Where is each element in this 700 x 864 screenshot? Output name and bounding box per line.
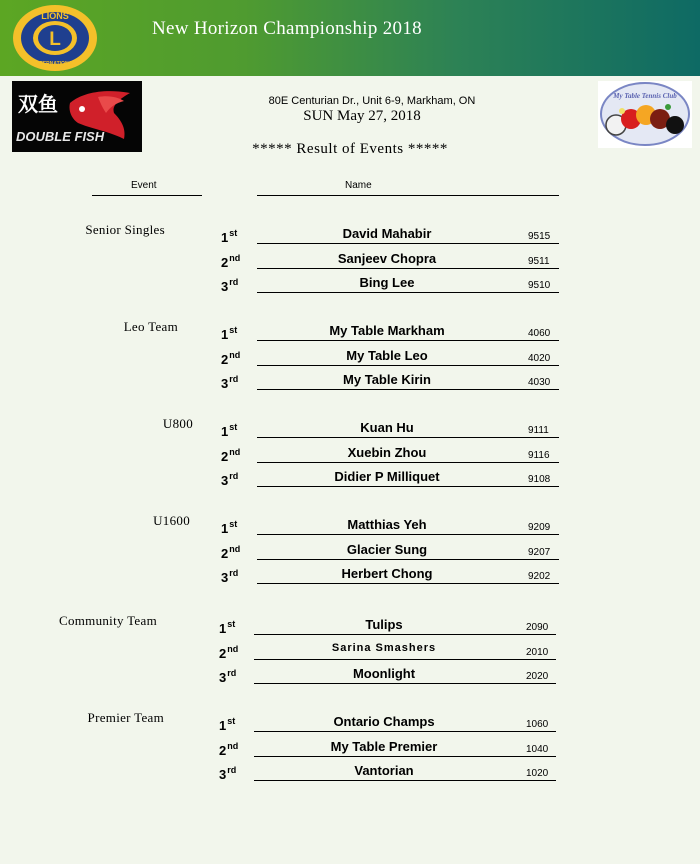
- my-table-logo-text: My Table Tennis Club: [613, 92, 677, 100]
- place-suffix: nd: [229, 252, 241, 263]
- place-rank: [221, 253, 251, 270]
- winner-name: Glacier Sung: [346, 541, 428, 557]
- place-number: 2: [221, 545, 229, 561]
- lions-logo-top: LIONS: [41, 11, 69, 21]
- winner-name: Matthias Yeh: [347, 517, 427, 532]
- row-underline: [254, 659, 556, 660]
- winner-score: 1040: [526, 743, 549, 755]
- row-underline: [254, 731, 556, 732]
- event-label: Community Team: [58, 613, 157, 628]
- header-banner: [0, 0, 700, 76]
- place-rank: [219, 619, 249, 636]
- place-suffix: st: [229, 325, 238, 335]
- winner-name: Herbert Chong: [341, 566, 433, 581]
- winner-score: 4020: [528, 352, 551, 364]
- row-underline: [254, 756, 556, 757]
- place-number: 1: [219, 718, 227, 733]
- event-label: Premier Team: [87, 710, 164, 725]
- row-underline: [257, 268, 559, 269]
- place-suffix: rd: [227, 765, 237, 775]
- winner-score: 2020: [526, 671, 549, 682]
- place-suffix: nd: [227, 643, 239, 654]
- winner-score: 9108: [528, 474, 551, 485]
- winner-name: Sarina Smashers: [331, 641, 437, 654]
- event-label: Leo Team: [123, 319, 178, 334]
- place-rank: [219, 765, 249, 782]
- place-rank: [221, 350, 251, 367]
- place-number: 3: [221, 376, 229, 391]
- row-underline: [254, 780, 556, 781]
- place-rank: [221, 471, 251, 488]
- lions-logo-center: L: [49, 29, 61, 50]
- place-number: 1: [219, 621, 227, 636]
- place-suffix: st: [229, 422, 238, 432]
- place-suffix: st: [229, 519, 238, 529]
- place-rank: [221, 228, 251, 245]
- double-fish-chinese: 双鱼: [18, 92, 58, 116]
- place-number: 2: [221, 254, 229, 270]
- winner-score: 9511: [528, 255, 550, 267]
- winner-name: Ontario Champs: [333, 714, 435, 729]
- place-rank: [221, 568, 251, 585]
- winner-name: Tulips: [365, 617, 403, 632]
- name-column-header: Name: [345, 180, 372, 191]
- place-rank: [221, 277, 251, 294]
- place-number: 1: [221, 327, 229, 342]
- place-number: 2: [219, 742, 227, 758]
- double-fish-text: DOUBLE FISH: [16, 129, 105, 144]
- place-suffix: nd: [229, 446, 241, 457]
- winner-name: Xuebin Zhou: [347, 444, 427, 460]
- row-underline: [257, 486, 559, 487]
- place-suffix: nd: [227, 740, 239, 751]
- winner-name: Vantorian: [354, 763, 414, 778]
- row-underline: [257, 462, 559, 463]
- place-rank: [221, 544, 251, 561]
- row-underline: [254, 683, 556, 684]
- place-number: 3: [221, 279, 229, 294]
- event-label: U1600: [153, 513, 190, 528]
- winner-score: 9111: [528, 425, 549, 436]
- place-number: 2: [219, 645, 227, 661]
- row-underline: [257, 534, 559, 535]
- winner-score: 2010: [526, 646, 549, 658]
- place-rank: [219, 668, 249, 685]
- place-rank: [221, 422, 251, 439]
- winner-score: 9116: [528, 449, 550, 461]
- place-suffix: nd: [229, 349, 241, 360]
- row-underline: [257, 437, 559, 438]
- winner-name: My Table Markham: [329, 323, 445, 338]
- event-column-header: Event: [131, 180, 157, 191]
- row-underline: [254, 634, 556, 635]
- winner-score: 9202: [528, 571, 551, 582]
- name-column-underline: [257, 195, 559, 196]
- winner-name: My Table Premier: [330, 738, 438, 754]
- place-rank: [221, 519, 251, 536]
- winner-name: My Table Leo: [346, 347, 428, 363]
- place-rank: [221, 447, 251, 464]
- winner-score: 9207: [528, 546, 551, 558]
- row-underline: [257, 340, 559, 341]
- place-number: 1: [221, 230, 229, 245]
- event-column-underline: [92, 195, 202, 196]
- winner-name: My Table Kirin: [343, 372, 431, 387]
- place-rank: [221, 374, 251, 391]
- event-label: U800: [162, 416, 193, 431]
- winner-name: Bing Lee: [359, 275, 415, 290]
- winner-score: 9209: [528, 522, 551, 533]
- winner-name: Moonlight: [352, 666, 416, 681]
- place-suffix: rd: [229, 374, 239, 384]
- place-suffix: rd: [229, 471, 239, 481]
- place-number: 3: [219, 767, 227, 782]
- lions-logo-bottom: INTERNATIONAL: [34, 61, 76, 67]
- row-underline: [257, 292, 559, 293]
- place-number: 2: [221, 351, 229, 367]
- winner-name: Kuan Hu: [360, 420, 414, 435]
- place-suffix: rd: [229, 568, 239, 578]
- winner-score: 1020: [526, 768, 549, 779]
- winner-score: 4030: [528, 377, 551, 388]
- winner-score: 9515: [528, 231, 551, 242]
- place-suffix: rd: [229, 277, 239, 287]
- winner-name: Didier P Milliquet: [334, 469, 440, 484]
- winner-score: 4060: [528, 328, 551, 339]
- place-suffix: st: [227, 716, 236, 726]
- place-rank: [219, 741, 249, 758]
- winner-score: 9510: [528, 280, 551, 291]
- place-number: 3: [221, 570, 229, 585]
- place-suffix: st: [227, 619, 236, 629]
- place-rank: [219, 716, 249, 733]
- winner-score: 2090: [526, 622, 549, 633]
- event-date: SUN May 27, 2018: [303, 108, 421, 124]
- winner-name: David Mahabir: [342, 226, 432, 241]
- row-underline: [257, 243, 559, 244]
- place-rank: [219, 644, 249, 661]
- results-heading: ***** Result of Events *****: [252, 141, 448, 157]
- page-title: New Horizon Championship 2018: [152, 18, 422, 39]
- winner-name: Sanjeev Chopra: [337, 250, 437, 266]
- place-number: 1: [221, 521, 229, 536]
- place-suffix: st: [229, 228, 238, 238]
- place-suffix: rd: [227, 668, 237, 678]
- venue-address: 80E Centurian Dr., Unit 6-9, Markham, ON: [268, 95, 476, 107]
- row-underline: [257, 365, 559, 366]
- winner-score: 1060: [526, 719, 549, 730]
- place-number: 1: [221, 424, 229, 439]
- row-underline: [257, 583, 559, 584]
- event-label: Senior Singles: [85, 222, 165, 237]
- place-number: 3: [221, 473, 229, 488]
- row-underline: [257, 559, 559, 560]
- lions-international-logo: [12, 4, 98, 72]
- place-suffix: nd: [229, 543, 241, 554]
- row-underline: [257, 389, 559, 390]
- place-number: 2: [221, 448, 229, 464]
- place-number: 3: [219, 670, 227, 685]
- place-rank: [221, 325, 251, 342]
